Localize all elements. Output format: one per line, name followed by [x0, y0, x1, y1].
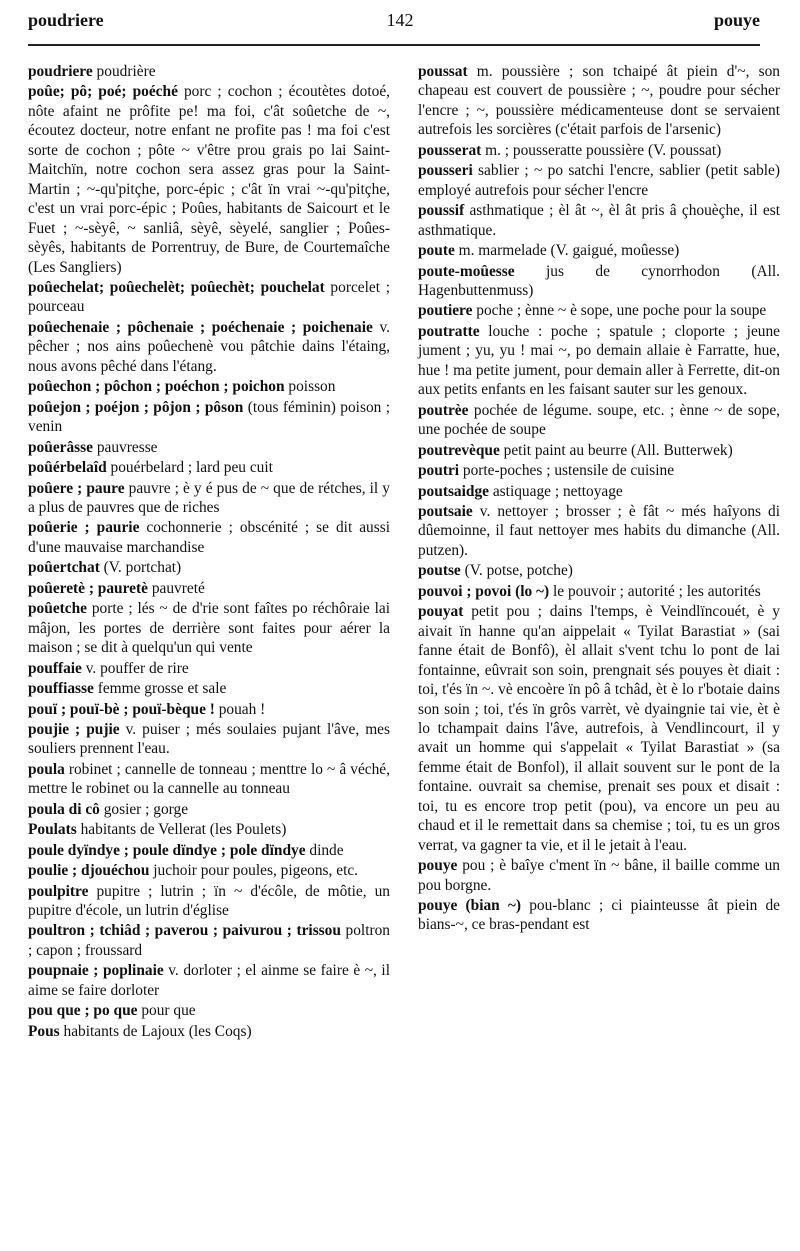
dictionary-entry: [28, 841, 390, 860]
dictionary-entry: [418, 161, 780, 200]
entry-definition: femme grosse et sale: [93, 680, 227, 698]
entry-headword: poulpitre: [28, 882, 89, 900]
entry-headword: poûetche: [28, 600, 87, 618]
entry-definition: louche : poche ; spatule ; cloporte ; jeune jument ; yu, yu ! mai ~, po demain allaie è Farratte, hue, hue ! ma petite jument, pour demain aller à Ferrette, dit-on aux petits enfants en les faisant sauter sur les genoux.: [418, 322, 780, 399]
dictionary-entry: [28, 760, 390, 799]
entry-definition: dinde: [305, 841, 344, 859]
dictionary-entry: [418, 896, 780, 935]
dictionary-entry: [28, 278, 390, 317]
entry-headword: poute: [418, 242, 455, 260]
entry-headword: pouffiasse: [28, 680, 94, 698]
entry-definition: m. poussière ; son tchaipé ât piein d'~, son chapeau est couvert de poussière ; ~, poudre pour sécher l'encre ; ~, poussière médicamenteuse dont se servaient autrefois les sorcières (c'était parfois de l'arsenic): [418, 63, 780, 139]
dictionary-entry: [28, 518, 390, 557]
dictionary-entry: [418, 401, 780, 440]
dictionary-entry: [28, 558, 390, 577]
entry-headword: poûechenaie ; pôchenaie ; poéchenaie ; poichenaie: [28, 318, 373, 336]
dictionary-entry: [28, 318, 390, 376]
dictionary-entry: [418, 141, 780, 160]
entry-definition: sablier ; ~ po satchi l'encre, sablier (petit sable) employé autrefois pour sécher l'encre: [418, 162, 780, 199]
entry-headword: poute-moûesse: [418, 262, 515, 280]
dictionary-entry: [28, 479, 390, 518]
entry-definition: porc ; cochon ; écoutètes dotoé, nôte afaint ne prôfite pe! ma foi, c'ât soûetche de ~, écoutez docteur, notre enfant ne profite pas ! ma foi c'est sorte de cochon ; pôte ~ v'être prou grais po lai Saint-Maitchïn, notre cochon sera assez gras pour la Saint-Martin ; ~-qu'pitçhe, porc-épic ; c'ât ïn vrai ~-qu'pitçhe, c'est un vrai porc-épic ; Poûes, habitants de Saicourt et le Fuet ; ~-sèyê, ~ sanliâ, sèyê, sèyelé, sanglier ; Poûes-sèyês, habitants de Porrentruy, de Bure, de Courtemaîche (Les Sangliers): [28, 83, 390, 276]
entry-definition: porte ; lés ~ de d'rie sont faîtes po réchôraie lai mâjon, les portes de derrière sont faites pour aérer la maison ; se dit à quelqu'un qui vente: [28, 600, 390, 657]
entry-headword: poûejon ; poéjon ; pôjon ; pôson: [28, 398, 244, 416]
entry-headword: pouvoi ; povoi (lo ~): [418, 582, 550, 600]
entry-headword: poupnaie ; poplinaie: [28, 962, 164, 980]
entry-definition: petit paint au beurre (All. Butterwek): [499, 441, 733, 459]
entry-headword: poûerie ; paurie: [28, 519, 140, 537]
header-rule: [28, 44, 760, 46]
entry-definition: gosier ; gorge: [99, 800, 189, 818]
dictionary-entry: [28, 700, 390, 719]
entry-definition: v. pouffer de rire: [81, 659, 189, 677]
header-right-word: pouye: [713, 10, 760, 30]
dictionary-entry: [28, 720, 390, 759]
right-column: [418, 62, 780, 936]
entry-headword: poûere ; paure: [28, 479, 125, 497]
entry-headword: poula: [28, 760, 65, 778]
entry-definition: asthmatique ; èl ât ~, èl ât pris â çhouèçhe, il est asthmatique.: [418, 202, 780, 239]
entry-definition: le pouvoir ; autorité ; les autorités: [549, 582, 761, 600]
dictionary-entry: [28, 1022, 390, 1041]
dictionary-entry: [28, 398, 390, 437]
entry-definition: pour que: [137, 1002, 196, 1020]
dictionary-entry: [418, 602, 780, 855]
dictionary-entry: [418, 201, 780, 240]
dictionary-entry: [28, 679, 390, 698]
entry-headword: poula di cô: [28, 800, 100, 818]
entry-definition: v. pêcher ; nos ains poûechenè vou pâtchie dains l'étaing, nous avons pêché dans l'étang.: [28, 318, 390, 375]
entry-headword: pouffaie: [28, 659, 82, 677]
entry-definition: v. nettoyer ; brosser ; è fât ~ més haîyons di dûemoinne, il faut nettoyer mes habits du dimanche (All. putzen).: [418, 502, 780, 559]
dictionary-entry: [28, 438, 390, 457]
left-column: [28, 62, 390, 1042]
entry-definition: jus de cynorrhodon (All. Hagenbuttenmuss): [418, 262, 780, 299]
entry-headword: pou que ; po que: [28, 1002, 138, 1020]
entry-headword: pouye (bian ~): [418, 897, 522, 915]
dictionary-entry: [28, 377, 390, 396]
dictionary-entry: [418, 856, 780, 895]
entry-definition: v. dorloter ; el ainme se faire è ~, il aime se faire dorloter: [28, 962, 390, 999]
entry-headword: poussat: [418, 63, 468, 80]
entry-headword: pouï ; pouï-bè ; pouï-bèque !: [28, 700, 215, 718]
entry-definition: habitants de Vellerat (les Poulets): [76, 821, 287, 839]
entry-definition: pouérbelard ; lard peu cuit: [106, 459, 273, 477]
entry-headword: poutratte: [418, 322, 480, 340]
entry-definition: petit pou ; dains l'temps, è Veindlïncouét, è y aivait ïn hanne qu'an aippelait « Tyilat Barastiat » (sai fanne était de Bonfô), èl allait s'vent tchu lo pont de lai fontainne, eûvrait son soin, prengnait sés pouyes èt diait : toi, t'és ïn ~. vè encoère ïn pô â tchâd, èt è lo r'botaie dains son soin ; toi, t'és ïn grôs varrèt, vè dyaingnie tai vie, èt è lo tchampait dains l'âve, autrefois, à Vendlincourt, il y avait un homme qui s'appelait « Tyilat Barastiat » (sa femme était de Bonfol), il allait souvent sur le pont de la fontaine. ouvrait sa chemise, prenait ses poux et disait : toi, tu es encore trop petit (pou), va encore un peu au chaud et il le remettait dans sa chemise ; toi, tu es un gros verrat, va gagner ta vie, et il le jetait à l'eau.: [418, 603, 780, 854]
entry-headword: poule dyïndye ; poule dïndye ; pole dïndye: [28, 841, 306, 859]
dictionary-entry: [28, 1001, 390, 1020]
entry-headword: poutrèe: [418, 401, 469, 419]
entry-definition: robinet ; cannelle de tonneau ; menttre lo ~ â véché, mettre le robinet ou la cannelle au tonneau: [28, 760, 390, 798]
dictionary-entry: [418, 441, 780, 460]
entry-headword: poutri: [418, 462, 460, 480]
entry-definition: pupitre ; lutrin ; ïn ~ d'écôle, de môtie, un pupitre d'école, un lutrin d'église: [28, 882, 390, 920]
entry-definition: poltron ; capon ; froussard: [28, 922, 390, 959]
dictionary-entry: [28, 921, 390, 960]
entry-headword: poûe; pô; poé; poéché: [28, 83, 178, 101]
header-left-word: poudriere: [28, 10, 104, 30]
entry-headword: pouye: [418, 857, 458, 875]
entry-definition: habitants de Lajoux (les Coqs): [59, 1022, 252, 1040]
dictionary-entry: [418, 461, 780, 480]
entry-definition: pou-blanc ; ci piainteusse ât piein de bians-~, ce bras-pendant est: [418, 897, 780, 934]
dictionary-entry: [28, 659, 390, 678]
entry-definition: porcelet ; pourceau: [28, 278, 390, 316]
entry-definition: pochée de légume. soupe, etc. ; ènne ~ de sope, une pochée de soupe: [418, 401, 780, 439]
entry-headword: poûechelat; poûechelèt; poûechèt; pouchelat: [28, 278, 325, 296]
entry-headword: poussif: [418, 202, 465, 220]
entry-definition: (V. portchat): [99, 559, 182, 577]
entry-definition: porte-poches ; ustensile de cuisine: [459, 462, 675, 480]
dictionary-entry: [28, 800, 390, 819]
entry-headword: poûeretè ; pauretè: [28, 579, 148, 597]
entry-headword: pouyat: [418, 603, 464, 621]
entry-definition: cochonnerie ; obscénité ; se dit aussi d'une mauvaise marchandise: [28, 519, 390, 556]
dictionary-entry: [418, 62, 780, 140]
entry-definition: (tous féminin) poison ; venin: [28, 398, 390, 436]
dictionary-entry: [28, 599, 390, 657]
dictionary-entry: [28, 82, 390, 277]
dictionary-entry: [418, 301, 780, 320]
dictionary-entry: [418, 241, 780, 260]
page-header: [0, 0, 800, 52]
entry-headword: poultron ; tchiâd ; paverou ; paivurou ; trissou: [28, 922, 341, 940]
entry-headword: poutiere: [418, 302, 473, 320]
dictionary-entry: [28, 62, 390, 81]
entry-definition: pou ; è baîye c'ment ïn ~ bâne, il baille comme un pou borgne.: [418, 857, 780, 894]
entry-headword: poûérbelaîd: [28, 459, 107, 477]
entry-headword: Poulats: [28, 821, 77, 839]
entry-definition: astiquage ; nettoyage: [489, 482, 623, 500]
entry-headword: pousserat: [418, 141, 482, 159]
entry-headword: Pous: [28, 1022, 60, 1040]
dictionary-entry: [28, 882, 390, 921]
entry-headword: poûerâsse: [28, 438, 93, 456]
entry-headword: pousseri: [418, 162, 473, 180]
dictionary-entry: [418, 561, 780, 580]
entry-definition: pauvre ; è y é pus de ~ que de rétches, il y a plus de pauvres que de riches: [28, 479, 390, 516]
entry-headword: poudriere: [28, 63, 93, 80]
entry-headword: poûechon ; pôchon ; poéchon ; poichon: [28, 378, 285, 396]
page-number: 142: [386, 10, 414, 30]
dictionary-entry: [418, 582, 780, 601]
entry-definition: juchoir pour poules, pigeons, etc.: [149, 862, 359, 880]
entry-headword: poulie ; djouéchou: [28, 862, 150, 880]
entry-headword: poutse: [418, 562, 461, 580]
dictionary-entry: [28, 961, 390, 1000]
dictionary-entry: [28, 579, 390, 598]
entry-definition: pauvresse: [92, 438, 158, 456]
entry-definition: pouah !: [214, 700, 266, 718]
entry-headword: poujie ; pujie: [28, 720, 120, 738]
dictionary-entry: [418, 322, 780, 400]
entry-definition: m. ; pousseratte poussière (V. poussat): [481, 141, 722, 159]
entry-headword: poûertchat: [28, 559, 100, 577]
entry-definition: poisson: [284, 378, 336, 396]
entry-definition: (V. potse, potche): [460, 562, 573, 580]
entry-headword: poutsaidge: [418, 482, 489, 500]
entry-definition: poche ; ènne ~ è sope, une poche pour la soupe: [472, 302, 767, 320]
dictionary-entry: [28, 458, 390, 477]
entry-definition: pauvreté: [147, 579, 205, 597]
dictionary-entry: [418, 502, 780, 560]
entry-definition: poudrière: [92, 63, 156, 80]
entry-definition: m. marmelade (V. gaigué, moûesse): [454, 242, 680, 260]
dictionary-entry: [28, 820, 390, 839]
entry-headword: poutrevèque: [418, 441, 500, 459]
entry-definition: v. puiser ; més soulaies pujant l'âve, mes souliers prennent l'eau.: [28, 720, 391, 758]
entry-headword: poutsaie: [418, 502, 473, 520]
dictionary-entry: [418, 262, 780, 301]
dictionary-entry: [28, 861, 390, 880]
dictionary-entry: [418, 482, 780, 501]
